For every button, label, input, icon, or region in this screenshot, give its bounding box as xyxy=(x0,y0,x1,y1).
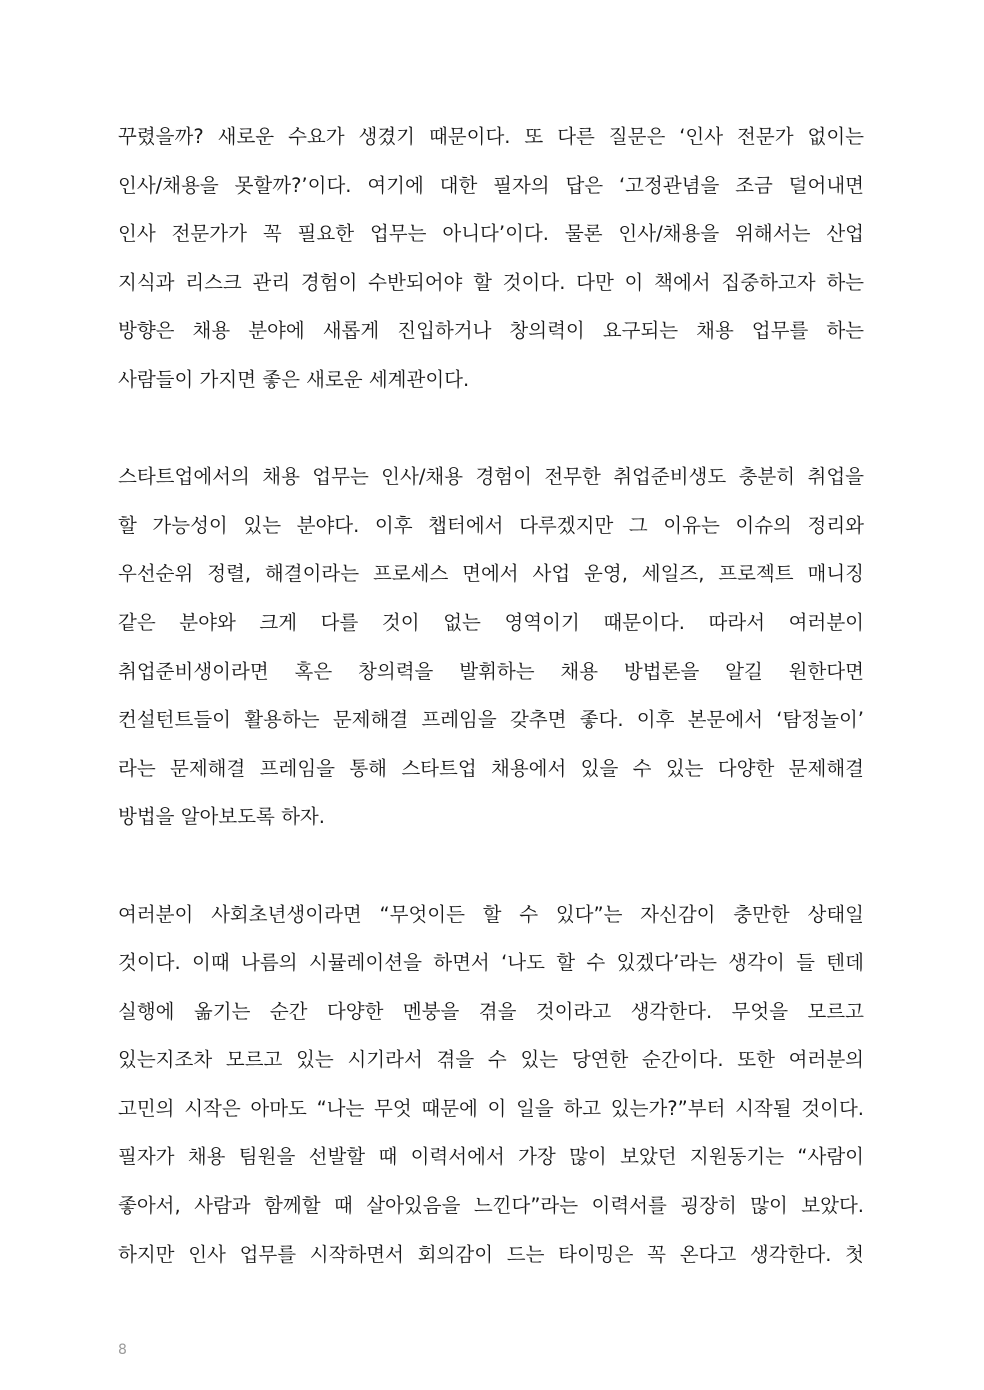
text-line: 필자가 채용 팀원을 선발할 때 이력서에서 가장 많이 보았던 지원동기는 “사람이 xyxy=(118,1145,864,1169)
text-line: 지식과 리스크 관리 경험이 수반되어야 할 것이다. 다만 이 책에서 집중하고자 하는 xyxy=(118,270,864,294)
paragraph xyxy=(118,895,864,1284)
text-line: 취업준비생이라면 혹은 창의력을 발휘하는 채용 방법론을 알길 원한다면 xyxy=(118,659,864,683)
text-line: 고민의 시작은 아마도 “나는 무엇 때문에 이 일을 하고 있는가?”부터 시작될 것이다. xyxy=(118,1096,864,1120)
text-line: 것이다. 이때 나름의 시뮬레이션을 하면서 ‘나도 할 수 있겠다’라는 생각이 들 텐데 xyxy=(118,951,864,975)
text-line: 여러분이 사회초년생이라면 “무엇이든 할 수 있다”는 자신감이 충만한 상태일 xyxy=(118,902,864,926)
text-line: 좋아서, 사람과 함께할 때 살아있음을 느낀다”라는 이력서를 굉장히 많이 보았다. xyxy=(118,1194,864,1218)
page-number: 8 xyxy=(118,1342,127,1358)
text-line: 할 가능성이 있는 분야다. 이후 챕터에서 다루겠지만 그 이유는 이슈의 정리와 xyxy=(118,513,864,537)
text-line: 방향은 채용 분야에 새롭게 진입하거나 창의력이 요구되는 채용 업무를 하는 xyxy=(118,319,864,343)
text-line: 있는지조차 모르고 있는 시기라서 겪을 수 있는 당연한 순간이다. 또한 여러분의 xyxy=(118,1048,864,1072)
text-line: 꾸렸을까? 새로운 수요가 생겼기 때문이다. 또 다른 질문은 ‘인사 전문가 없이는 xyxy=(118,125,864,148)
text-line: 우선순위 정렬, 해결이라는 프로세스 면에서 사업 운영, 세일즈, 프로젝트 매니징 xyxy=(118,562,864,586)
paragraph xyxy=(118,457,864,846)
text-line: 스타트업에서의 채용 업무는 인사/채용 경험이 전무한 취업준비생도 충분히 취업을 xyxy=(118,465,864,489)
body-text xyxy=(118,117,864,1283)
text-line: 같은 분야와 크게 다를 것이 없는 영역이기 때문이다. 따라서 여러분이 xyxy=(118,610,864,634)
text-line: 하지만 인사 업무를 시작하면서 회의감이 드는 타이밍은 꼭 온다고 생각한다. 첫 xyxy=(118,1242,864,1266)
paragraph-spacer xyxy=(118,409,864,458)
text-line: 컨설턴트들이 활용하는 문제해결 프레임을 갖추면 좋다. 이후 본문에서 ‘탐정놀이’ xyxy=(118,708,864,732)
text-line: 사람들이 가지면 좋은 새로운 세계관이다. xyxy=(118,367,470,391)
text-line: 실행에 옮기는 순간 다양한 멘붕을 겪을 것이라고 생각한다. 무엇을 모르고 xyxy=(118,999,864,1023)
text-line: 인사/채용을 못할까?’이다. 여기에 대한 필자의 답은 ‘고정관념을 조금 덜어내면 xyxy=(118,173,864,197)
paragraph-spacer xyxy=(118,846,864,895)
text-line: 라는 문제해결 프레임을 통해 스타트업 채용에서 있을 수 있는 다양한 문제해결 xyxy=(118,756,864,780)
text-line: 인사 전문가가 꼭 필요한 업무는 아니다’이다. 물론 인사/채용을 위해서는 산업 xyxy=(118,222,864,246)
text-line: 방법을 알아보도록 하자. xyxy=(118,805,325,829)
paragraph xyxy=(118,117,864,409)
